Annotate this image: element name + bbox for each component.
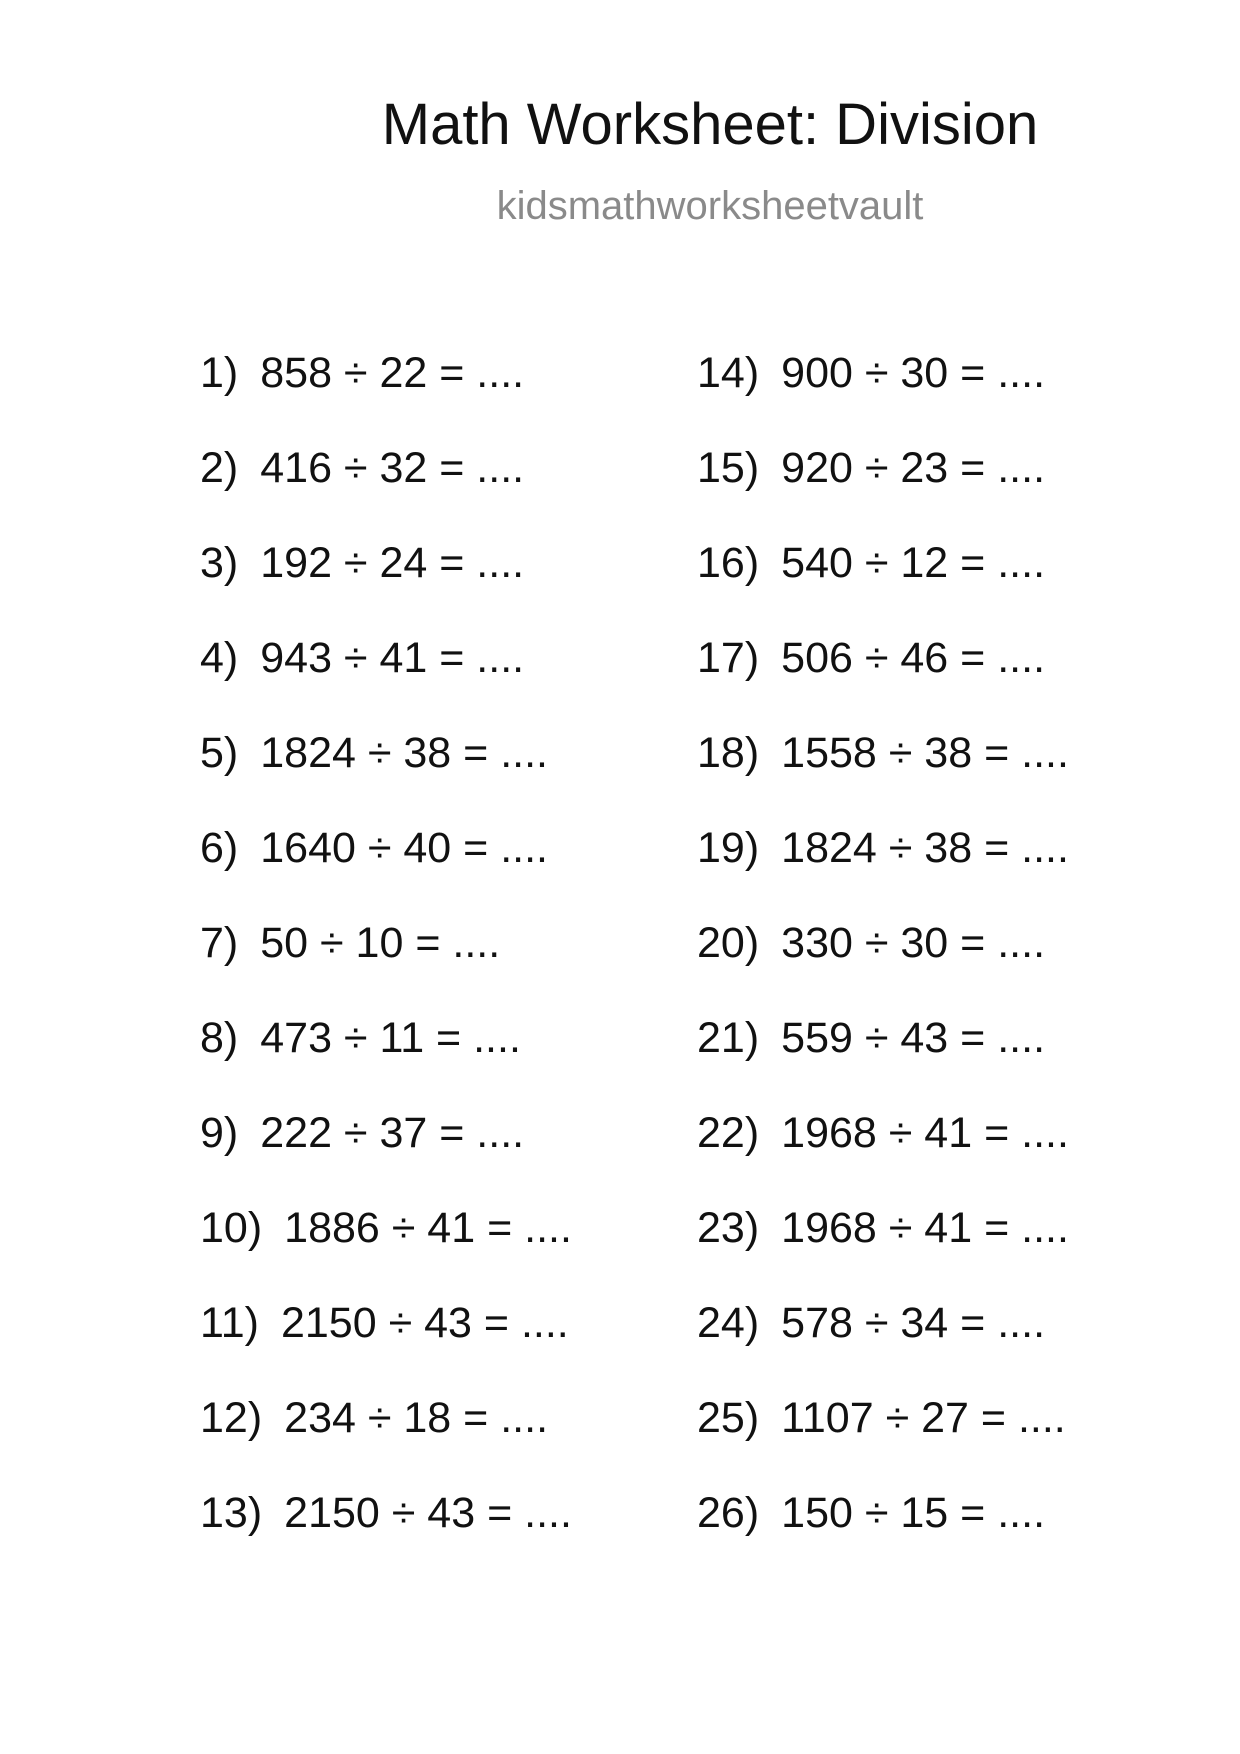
problem-expression: 578 ÷ 34 = .... [781,1299,1046,1347]
problem-number: 25) [697,1394,760,1442]
problem-expression: 234 ÷ 18 = .... [284,1394,549,1442]
page-title: Math Worksheet: Division [381,92,1039,157]
problem-expression: 1968 ÷ 41 = .... [781,1204,1069,1252]
problem-number: 24) [697,1299,760,1347]
problem-expression: 2150 ÷ 43 = .... [284,1489,572,1537]
problem-number: 3) [200,539,239,587]
problem-item [697,729,1069,827]
problem-expression: 473 ÷ 11 = .... [260,1014,521,1062]
problem-number: 6) [200,824,239,872]
page-subtitle: kidsmathworksheetvault [496,184,924,228]
problems-column-right [697,349,1069,1587]
problem-expression: 900 ÷ 30 = .... [781,349,1046,397]
problem-item [697,1109,1069,1207]
problem-number: 1) [200,349,239,397]
problem-expression: 330 ÷ 30 = .... [781,919,1046,967]
problem-number: 5) [200,729,239,777]
problem-expression: 222 ÷ 37 = .... [260,1109,525,1157]
problem-expression: 50 ÷ 10 = .... [260,919,501,967]
problem-item [200,349,572,447]
problem-expression: 150 ÷ 15 = .... [781,1489,1046,1537]
problem-item [697,634,1069,732]
problem-expression: 1886 ÷ 41 = .... [284,1204,572,1252]
problem-expression: 540 ÷ 12 = .... [781,539,1046,587]
problem-item [697,1394,1069,1492]
problem-expression: 1824 ÷ 38 = .... [260,729,549,777]
problem-item [697,1204,1069,1302]
problem-number: 21) [697,1014,760,1062]
problem-number: 15) [697,444,760,492]
problem-number: 2) [200,444,239,492]
problem-expression: 943 ÷ 41 = .... [260,634,525,682]
problem-item [697,1014,1069,1112]
problem-number: 23) [697,1204,760,1252]
problem-item [200,1014,572,1112]
problem-expression: 416 ÷ 32 = .... [260,444,525,492]
problem-number: 26) [697,1489,760,1537]
problem-item [697,444,1069,542]
problem-number: 19) [697,824,760,872]
problem-number: 14) [697,349,760,397]
problem-number: 12) [200,1394,263,1442]
problem-number: 22) [697,1109,760,1157]
problem-expression: 858 ÷ 22 = .... [260,349,525,397]
problem-item [697,824,1069,922]
problem-expression: 920 ÷ 23 = .... [781,444,1046,492]
problem-expression: 506 ÷ 46 = .... [781,634,1046,682]
problem-expression: 1107 ÷ 27 = .... [781,1394,1066,1442]
problem-item [697,539,1069,637]
problem-item [200,539,572,637]
problem-item [697,1489,1069,1587]
problem-expression: 192 ÷ 24 = .... [260,539,525,587]
problem-number: 8) [200,1014,239,1062]
problem-expression: 2150 ÷ 43 = .... [280,1299,569,1347]
problem-item [200,634,572,732]
problem-number: 16) [697,539,760,587]
problem-expression: 1968 ÷ 41 = .... [781,1109,1069,1157]
problem-number: 18) [697,729,760,777]
problem-item [697,349,1069,447]
problem-expression: 1824 ÷ 38 = .... [781,824,1069,872]
problem-number: 7) [200,919,239,967]
problem-number: 10) [200,1204,263,1252]
problem-expression: 559 ÷ 43 = .... [781,1014,1046,1062]
problem-item [200,1489,572,1587]
problem-expression: 1640 ÷ 40 = .... [260,824,549,872]
problem-number: 11) [200,1299,259,1347]
problem-item [200,1394,572,1492]
problem-number: 13) [200,1489,263,1537]
problem-number: 20) [697,919,760,967]
problem-item [200,729,572,827]
problem-number: 9) [200,1109,239,1157]
problem-item [697,919,1069,1017]
problem-item [200,1299,572,1397]
problem-item [200,919,572,1017]
problem-number: 17) [697,634,760,682]
problem-item [200,1109,572,1207]
problem-expression: 1558 ÷ 38 = .... [781,729,1069,777]
problems-column-left [200,349,572,1587]
problem-item [697,1299,1069,1397]
problem-item [200,824,572,922]
problem-item [200,444,572,542]
problem-item [200,1204,572,1302]
problem-number: 4) [200,634,239,682]
